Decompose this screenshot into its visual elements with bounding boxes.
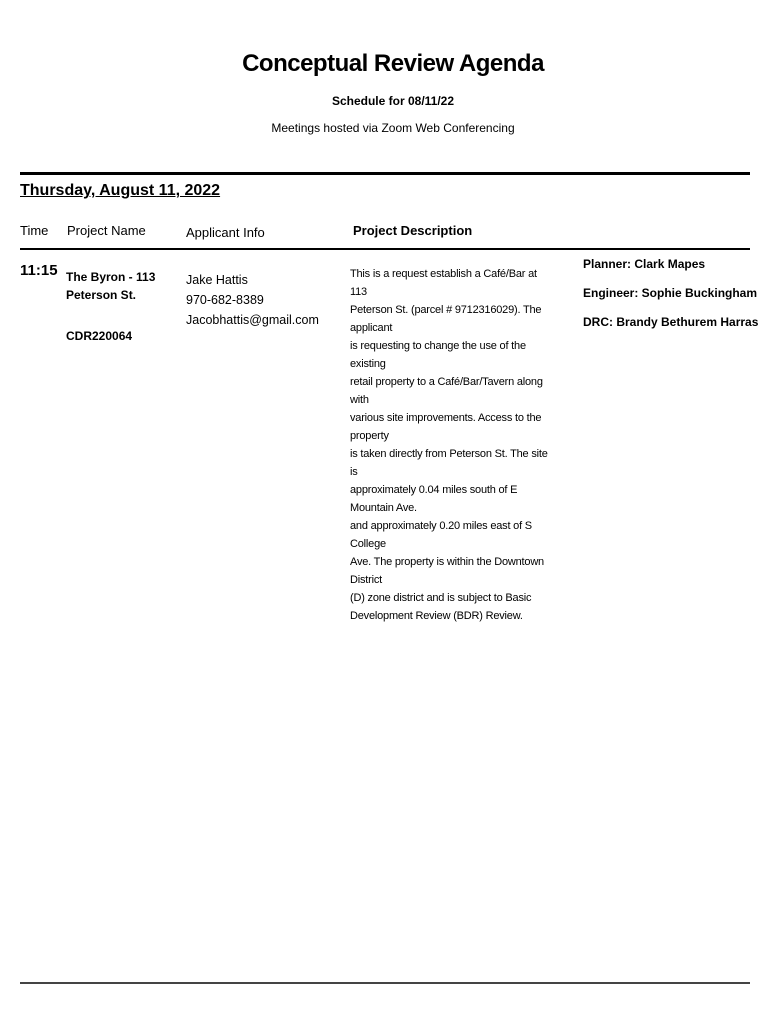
applicant-phone: 970-682-8389 [186, 293, 264, 307]
description-line: (D) zone district and is subject to Basic [350, 592, 532, 604]
meeting-host-note: Meetings hosted via Zoom Web Conferencing [271, 121, 515, 135]
agenda-title: Conceptual Review Agenda [242, 50, 544, 77]
section-divider [20, 172, 750, 175]
column-header-applicant-info: Applicant Info [186, 225, 265, 240]
applicant-email: Jacobhattis@gmail.com [186, 313, 319, 327]
entry-planner: Planner: Clark Mapes [583, 257, 706, 271]
entry-time: 11:15 [20, 262, 58, 279]
schedule-date: Schedule for 08/11/22 [331, 94, 455, 108]
description-line: Ave. The property is within the Downtown District [350, 556, 544, 586]
description-line: This is a request establish a Café/Bar at 113 [350, 268, 537, 298]
description-line: Development Review (BDR) Review. [350, 610, 523, 622]
column-header-project-name: Project Name [67, 223, 146, 238]
meeting-day-heading: Thursday, August 11, 2022 [20, 182, 221, 199]
project-name-line: Peterson St. [66, 288, 137, 302]
column-header-time: Time [20, 223, 49, 238]
entry-case-number: CDR220064 [66, 329, 133, 343]
description-line: is taken directly from Peterson St. The site is [350, 448, 548, 478]
description-line: approximately 0.04 miles south of E Mountain Ave. [350, 484, 518, 514]
entry-applicant-info [186, 270, 319, 330]
description-line: Peterson St. (parcel # 9712316029). The applicant [350, 304, 542, 334]
header-divider [20, 248, 750, 250]
entry-project-description [350, 265, 552, 625]
description-line: retail property to a Café/Bar/Tavern along with [350, 376, 543, 406]
description-line: various site improvements. Access to the property [350, 412, 542, 442]
footer-divider [20, 982, 750, 984]
description-line: and approximately 0.20 miles east of S College [350, 520, 532, 550]
description-line: is requesting to change the use of the existing [350, 340, 526, 370]
entry-drc: DRC: Brandy Bethurem Harras [583, 315, 759, 329]
column-header-project-description: Project Description [353, 223, 473, 238]
entry-engineer: Engineer: Sophie Buckingham [583, 286, 758, 300]
applicant-name: Jake Hattis [186, 273, 248, 287]
project-name-line: The Byron - 113 [66, 270, 156, 284]
entry-project-name [66, 268, 176, 304]
